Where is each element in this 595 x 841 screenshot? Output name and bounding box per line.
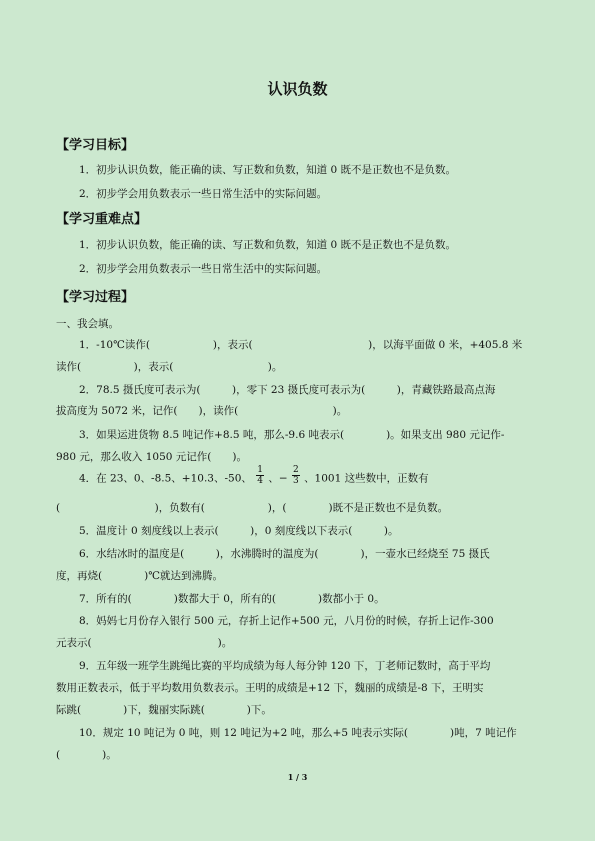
question-9-line-3: 际跳( )下，魏丽实际跳( )下。 (56, 704, 272, 716)
question-1-line-1: 1．-10℃读作( )，表示( )，以海平面做 0 米，+405.8 米 (79, 339, 523, 351)
question-8-line-2: 元表示( )。 (56, 637, 233, 649)
heading-key-points: 【学习重难点】 (56, 212, 148, 227)
question-1-line-2: 读作( )，表示( )。 (56, 361, 283, 373)
question-4-line-1 (79, 465, 544, 486)
question-10-line-1: 10．规定 10 吨记为 0 吨，则 12 吨记为+2 吨，那么+5 吨表示实际( )吨，7 吨记作 (79, 727, 517, 739)
fraction-denominator: 3 (292, 476, 299, 486)
question-7: 7．所有的( )数都大于 0，所有的( )数都小于 0。 (79, 593, 385, 605)
question-3-line-2: 980 元，那么收入 1050 元记作( )。 (56, 451, 247, 463)
question-2-line-2: 拔高度为 5072 米，记作( )，读作( )。 (56, 405, 348, 417)
question-6-line-1: 6．水结冰时的温度是( )，水沸腾时的温度为( )，一壶水已经烧至 75 摄氏 (79, 548, 490, 560)
page-title: 认识负数 (267, 80, 328, 98)
key-point-item-2: 2．初步学会用负数表示一些日常生活中的实际问题。 (79, 263, 328, 275)
question-4-text-start: 4．在 23、0、-8.5、+10.3、-50、 (79, 472, 252, 485)
question-4-separator: 、− (268, 472, 288, 485)
heading-learning-goals: 【学习目标】 (56, 138, 135, 153)
fraction-denominator: 4 (257, 476, 263, 486)
question-3-line-1: 3．如果运进货物 8.5 吨记作+8.5 吨，那么-9.6 吨表示( )。如果支出 980 元记作- (79, 429, 505, 441)
question-8-line-1: 8．妈妈七月份存入银行 500 元，存折上记作+500 元，八月份的时候，存折上记作-300 (79, 615, 494, 627)
goal-item-1: 1．初步认识负数，能正确的读、写正数和负数，知道 0 既不是正数也不是负数。 (79, 164, 457, 176)
question-2-line-1: 2．78.5 摄氏度可表示为( )，零下 23 摄氏度可表示为( )，青藏铁路最高点海 (79, 384, 496, 396)
fraction-two-thirds (292, 465, 300, 486)
fraction-numerator: 1 (257, 465, 263, 475)
heading-learning-process: 【学习过程】 (56, 290, 135, 305)
section-fill-in: 一、我会填。 (56, 318, 119, 330)
question-9-line-1: 9．五年级一班学生跳绳比赛的平均成绩为每人每分钟 120 下，丁老师记数时，高于平均 (79, 660, 491, 672)
question-4-text-end: 、1001 这些数中，正数有 (304, 472, 429, 485)
goal-item-2: 2．初步学会用负数表示一些日常生活中的实际问题。 (79, 188, 328, 200)
question-5: 5．温度计 0 刻度线以上表示( )，0 刻度线以下表示( )。 (79, 525, 399, 537)
question-9-line-2: 数用正数表示，低于平均数用负数表示。王明的成绩是+12 下，魏丽的成绩是-8 下，王明实 (56, 682, 484, 694)
question-6-line-2: 度，再烧( )℃就达到沸腾。 (56, 570, 223, 582)
fraction-numerator: 2 (292, 465, 299, 475)
fraction-one-quarter (256, 465, 264, 486)
question-10-line-2: ( )。 (56, 749, 117, 761)
page-number: 1 / 3 (287, 772, 308, 782)
question-4-line-2: ( )，负数有( )，( )既不是正数也不是负数。 (56, 502, 449, 514)
key-point-item-1: 1．初步认识负数，能正确的读、写正数和负数，知道 0 既不是正数也不是负数。 (79, 239, 457, 251)
